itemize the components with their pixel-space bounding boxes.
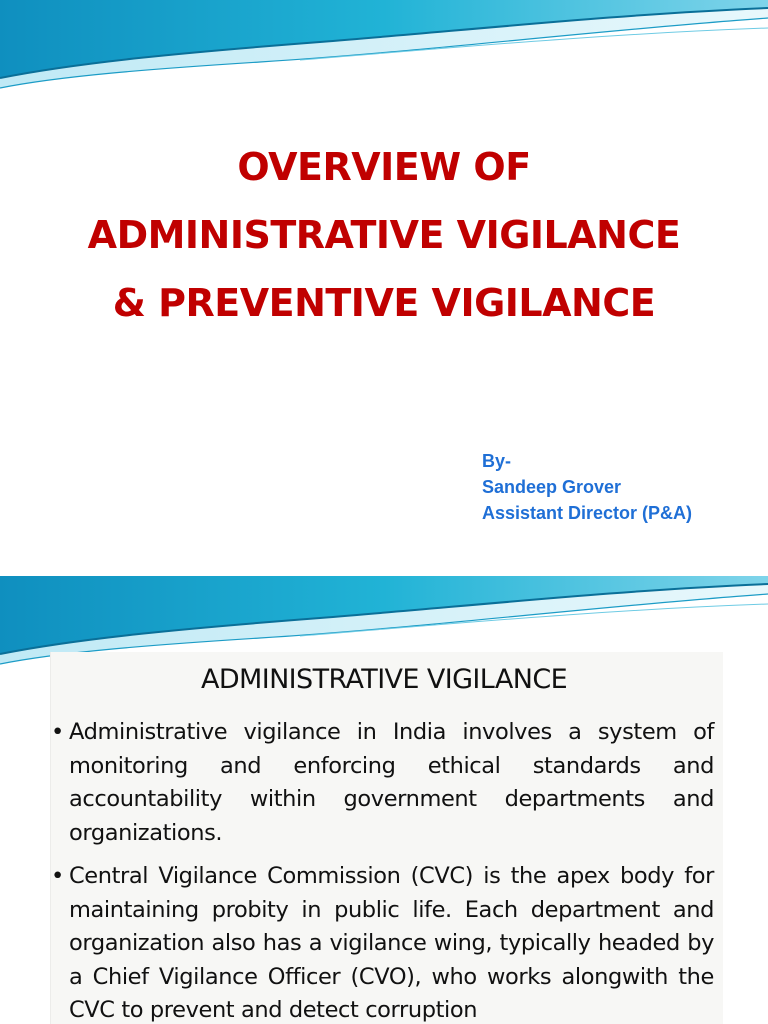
presentation-title [0,133,768,337]
title-line-3: & PREVENTIVE VIGILANCE [112,281,656,325]
title-line-2: ADMINISTRATIVE VIGILANCE [87,213,681,257]
author-designation: Assistant Director (P&A) [482,503,693,523]
content-slide [0,576,768,1024]
bullet-list [50,716,714,1024]
bullet-dot-icon: • [51,863,64,889]
byline-by: By- [482,451,512,471]
bullet-text: Administrative vigilance in India involves a system of monitoring and enforcing ethical standards and accountability within government departments and organizations. [69,719,714,846]
bullet-dot-icon: • [51,719,64,745]
bullet-item [50,716,714,850]
bullet-item [50,860,714,1024]
section-heading: ADMINISTRATIVE VIGILANCE [200,664,568,695]
title-line-1: OVERVIEW OF [237,145,531,189]
author-name: Sandeep Grover [482,477,622,497]
author-byline [482,448,692,526]
bullet-text: Central Vigilance Commission (CVC) is the apex body for maintaining probity in public life. Each department and organization also has a vigilance wing, typically headed by a Chief Vigilance Officer (CVO), who works alongwith the CVC to prevent and detect corruption [69,863,714,1023]
header-wave-decoration [0,0,768,100]
